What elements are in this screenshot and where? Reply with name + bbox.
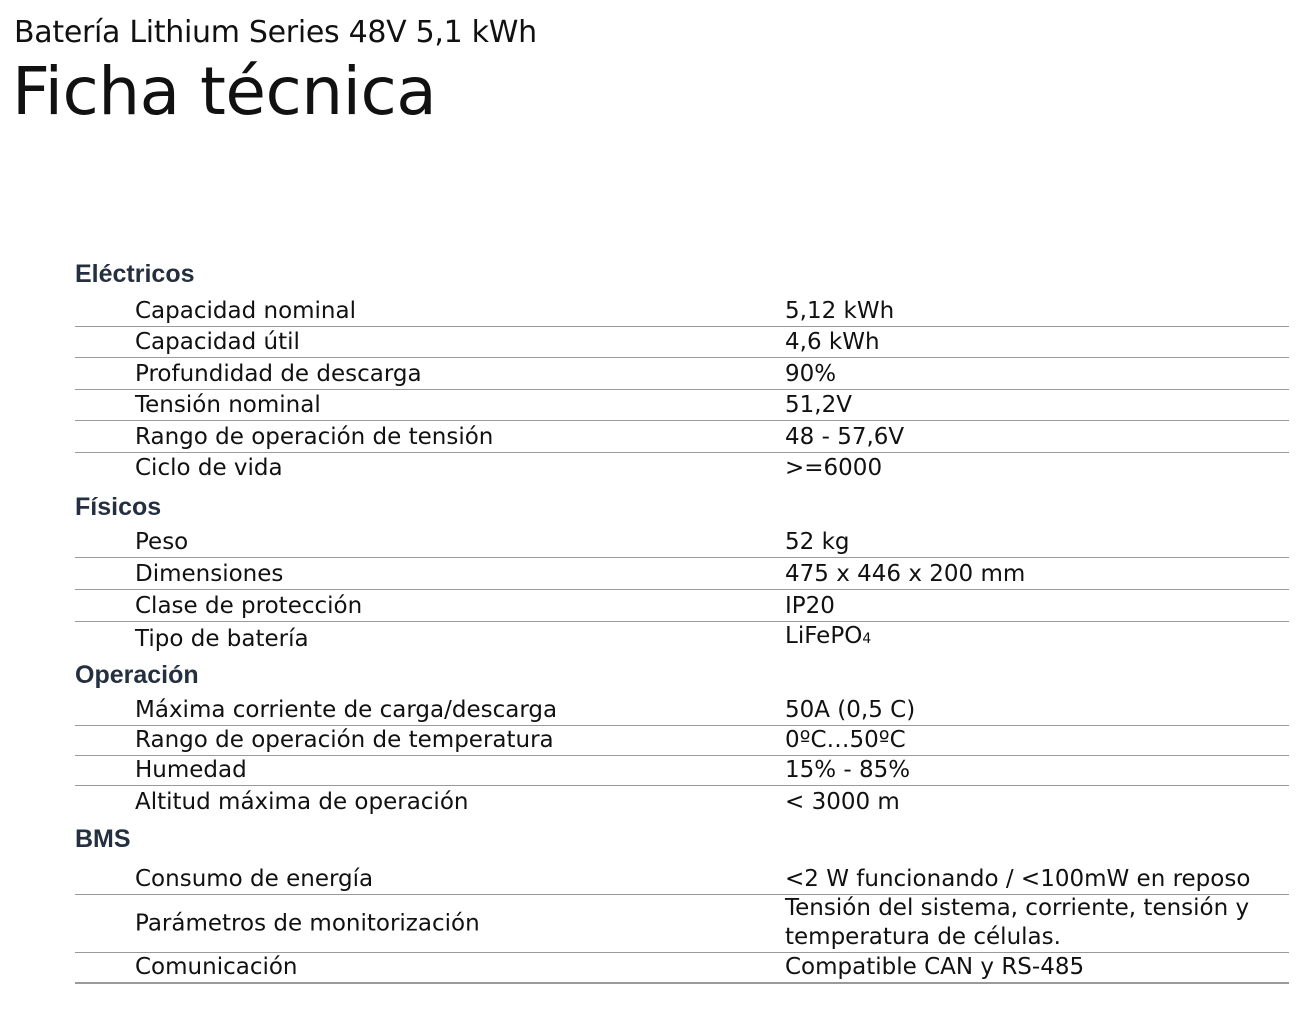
spec-row	[75, 327, 1289, 358]
section-heading-electricos: Eléctricos	[75, 260, 195, 288]
spec-row	[75, 696, 1289, 726]
section-heading-fisicos: Físicos	[75, 493, 162, 521]
spec-row	[75, 756, 1289, 786]
spec-label: Comunicación	[135, 954, 298, 980]
spec-label: Rango de operación de tensión	[135, 424, 494, 450]
spec-value: <2 W funcionando / <100mW en reposo	[785, 866, 1251, 892]
spec-row	[75, 558, 1289, 590]
spec-row	[75, 390, 1289, 421]
spec-value: 4,6 kWh	[785, 329, 880, 355]
spec-label: Rango de operación de temperatura	[135, 727, 554, 753]
spec-row	[75, 590, 1289, 622]
spec-label: Humedad	[135, 757, 247, 783]
spec-value: 51,2V	[785, 392, 852, 418]
spec-row	[75, 726, 1289, 756]
spec-value: Compatible CAN y RS-485	[785, 954, 1085, 980]
spec-row	[75, 862, 1289, 895]
section-heading-operacion: Operación	[75, 661, 199, 689]
spec-value: Tensión del sistema, corriente, tensión y temperatura de células.	[785, 895, 1250, 950]
spec-label: Dimensiones	[135, 561, 284, 587]
spec-value: 50A (0,5 C)	[785, 697, 916, 723]
spec-label: Clase de protección	[135, 593, 363, 619]
spec-value: 475 x 446 x 200 mm	[785, 561, 1026, 587]
spec-row	[75, 622, 1289, 654]
page-title: Ficha técnica	[12, 53, 437, 130]
spec-row	[75, 953, 1289, 984]
spec-value: < 3000 m	[785, 789, 900, 815]
spec-label: Capacidad nominal	[135, 298, 356, 324]
spec-label: Tipo de batería	[135, 626, 309, 652]
spec-label: Altitud máxima de operación	[135, 789, 469, 815]
section-heading-bms: BMS	[75, 825, 131, 853]
spec-label: Parámetros de monitorización	[135, 910, 480, 936]
spec-value: 0ºC…50ºC	[785, 727, 906, 753]
spec-value: 15% - 85%	[785, 757, 911, 783]
spec-row	[75, 528, 1289, 558]
battery-type-subscript: 4	[862, 631, 872, 647]
spec-value: 52 kg	[785, 529, 850, 555]
spec-value: >=6000	[785, 455, 883, 481]
spec-row	[75, 421, 1289, 453]
spec-label: Tensión nominal	[135, 392, 321, 418]
spec-label: Consumo de energía	[135, 866, 374, 892]
spec-row	[75, 895, 1289, 953]
spec-label: Peso	[135, 529, 189, 555]
spec-row	[75, 453, 1289, 483]
spec-value: 5,12 kWh	[785, 298, 895, 324]
battery-type-value: LiFePO	[785, 623, 863, 649]
spec-value: 90%	[785, 361, 837, 387]
spec-label: Capacidad útil	[135, 329, 300, 355]
document-subtitle: Batería Lithium Series 48V 5,1 kWh	[14, 15, 537, 50]
spec-row	[75, 358, 1289, 390]
spec-value: IP20	[785, 593, 835, 619]
spec-value	[785, 622, 871, 654]
spec-label: Máxima corriente de carga/descarga	[135, 697, 558, 723]
spec-label: Ciclo de vida	[135, 455, 283, 481]
spec-row	[75, 786, 1289, 817]
spec-row	[75, 297, 1289, 327]
spec-label: Profundidad de descarga	[135, 361, 422, 387]
spec-value: 48 - 57,6V	[785, 424, 905, 450]
